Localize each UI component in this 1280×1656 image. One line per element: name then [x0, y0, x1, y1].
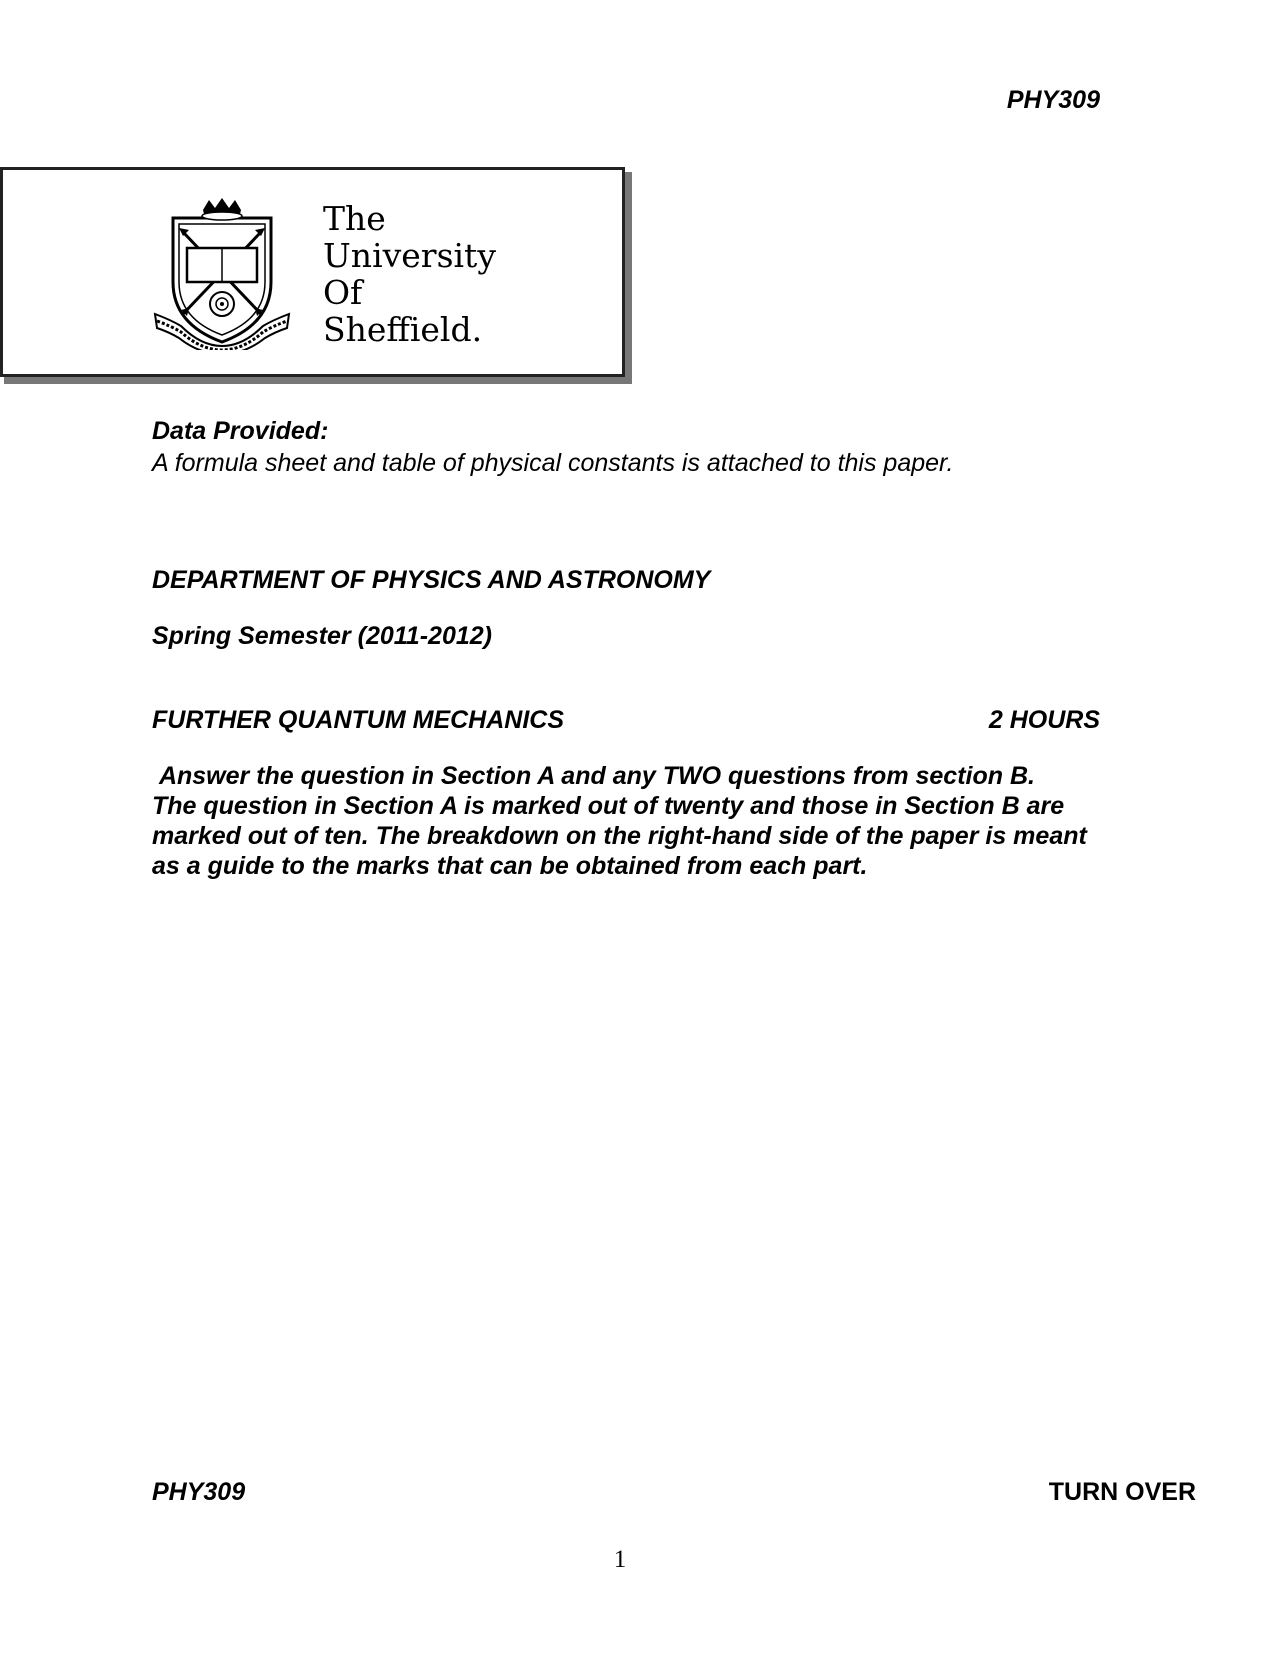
exam-duration: 2 HOURS: [988, 706, 1100, 734]
exam-instructions: [152, 761, 1102, 881]
instructions-line-2: The question in Section A is marked out of twenty and those in Section B are marked out of ten. The breakdown on the right-hand side of the paper is meant as a guide to the marks that can be obtained from each part.: [152, 792, 1087, 880]
university-name: [323, 200, 496, 348]
data-provided-text: A formula sheet and table of physical constants is attached to this paper.: [152, 449, 954, 477]
instructions-line-1: Answer the question in Section A and any TWO questions from section B.: [152, 762, 1035, 790]
data-provided-heading: Data Provided:: [152, 417, 329, 445]
department-name: DEPARTMENT OF PHYSICS AND ASTRONOMY: [152, 566, 711, 594]
turn-over-label: TURN OVER: [1048, 1478, 1196, 1506]
course-title: FURTHER QUANTUM MECHANICS: [152, 706, 565, 734]
page-number: 1: [613, 1546, 627, 1573]
university-logo-box: [0, 167, 625, 377]
course-code-footer: PHY309: [152, 1478, 246, 1506]
university-crest-icon: [151, 196, 293, 350]
university-name-line-2: University: [323, 236, 496, 275]
university-name-line-1: The: [323, 199, 386, 238]
university-name-line-4: Sheffield.: [323, 310, 483, 349]
semester: Spring Semester (2011-2012): [152, 622, 492, 650]
course-code-header: PHY309: [1006, 86, 1100, 114]
logo-box-inner: [3, 170, 622, 374]
university-name-line-3: Of: [323, 273, 363, 312]
